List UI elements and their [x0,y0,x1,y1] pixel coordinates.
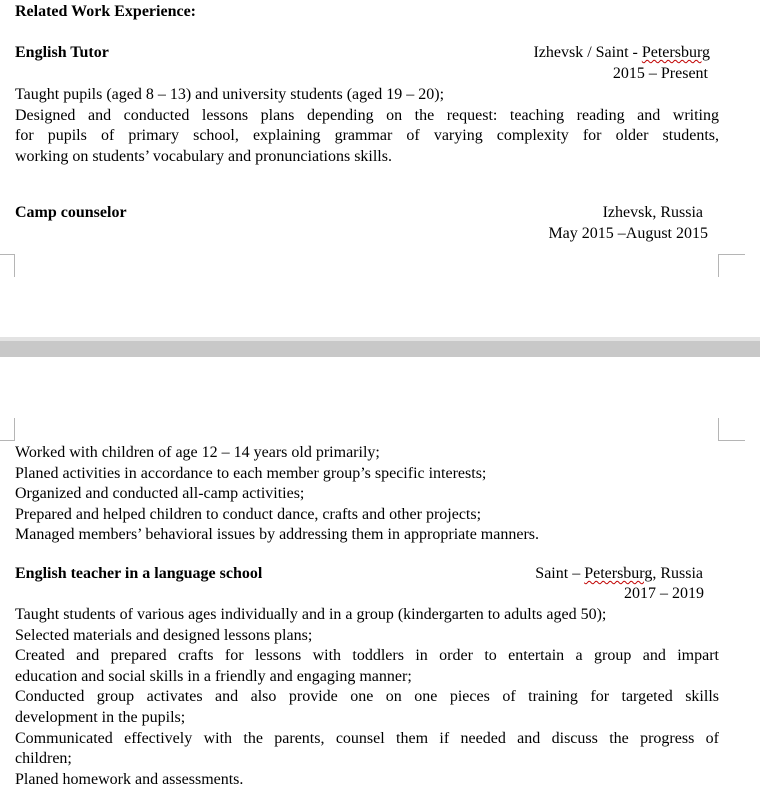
crop-mark [0,254,15,277]
location-text: , Russia [652,565,703,582]
crop-mark [718,418,745,441]
description-line: children; [15,750,72,768]
job-location-english-teacher [535,564,703,585]
location-text: Saint – [535,565,585,582]
description-line: Communicated effectively with the parents, counsel them if needed and discuss the progress of [15,729,719,747]
job-title-english-tutor: English Tutor [15,44,109,61]
description-line: Conducted group activates and also provide one on one pieces of training for targeted skills [15,688,719,706]
spellcheck-word: Petersburg [641,44,710,61]
description-line: Designed and conducted lessons plans depending on the request: teaching reading and writing [15,106,719,124]
description-line: for pupils of primary school, explaining grammar of varying complexity for older students, [15,127,719,145]
crop-mark [0,418,15,441]
description-line: Prepared and helped children to conduct dance, crafts and other projects; [15,505,482,523]
description-line: education and social skills in a friendly and engaging manner; [15,667,412,685]
description-line: Created and prepared crafts for lessons with toddlers in order to entertain a group and impart [15,647,719,665]
job-description-camp-counselor [15,443,719,546]
crop-mark [718,254,745,277]
job-location-english-tutor [533,43,710,64]
description-line: Planed activities in accordance to each member group’s specific interests; [15,464,487,482]
job-dates-camp-counselor: May 2015 –August 2015 [548,225,708,242]
description-line: Taught pupils (aged 8 – 13) and university students (aged 19 – 20); [15,86,445,103]
job-dates-english-tutor: 2015 – Present [612,65,708,82]
description-line: Worked with children of age 12 – 14 years old primarily; [15,444,380,461]
job-title-camp-counselor: Camp counselor [15,204,127,221]
description-line: working on students’ vocabulary and pronunciations skills. [15,147,392,165]
description-line: Managed members’ behavioral issues by addressing them in appropriate manners. [15,526,539,544]
section-title: Related Work Experience: [15,3,197,20]
job-title-english-teacher: English teacher in a language school [15,565,263,582]
job-dates-english-teacher: 2017 – 2019 [624,585,704,602]
description-line: Selected materials and designed lessons plans; [15,626,313,644]
job-location-camp-counselor: Izhevsk, Russia [602,204,703,221]
description-line: Organized and conducted all-camp activities; [15,485,305,503]
page-gap [0,341,760,357]
description-line: Planed homework and assessments. [15,770,244,788]
description-line: Taught students of various ages individually and in a group (kindergarten to adults aged 50); [15,606,607,623]
job-description-english-tutor [15,85,719,167]
spellcheck-word: Petersburg [584,565,653,582]
location-text: Izhevsk / Saint - [533,44,642,61]
job-description-english-teacher [15,605,719,790]
description-line: development in the pupils; [15,708,186,726]
